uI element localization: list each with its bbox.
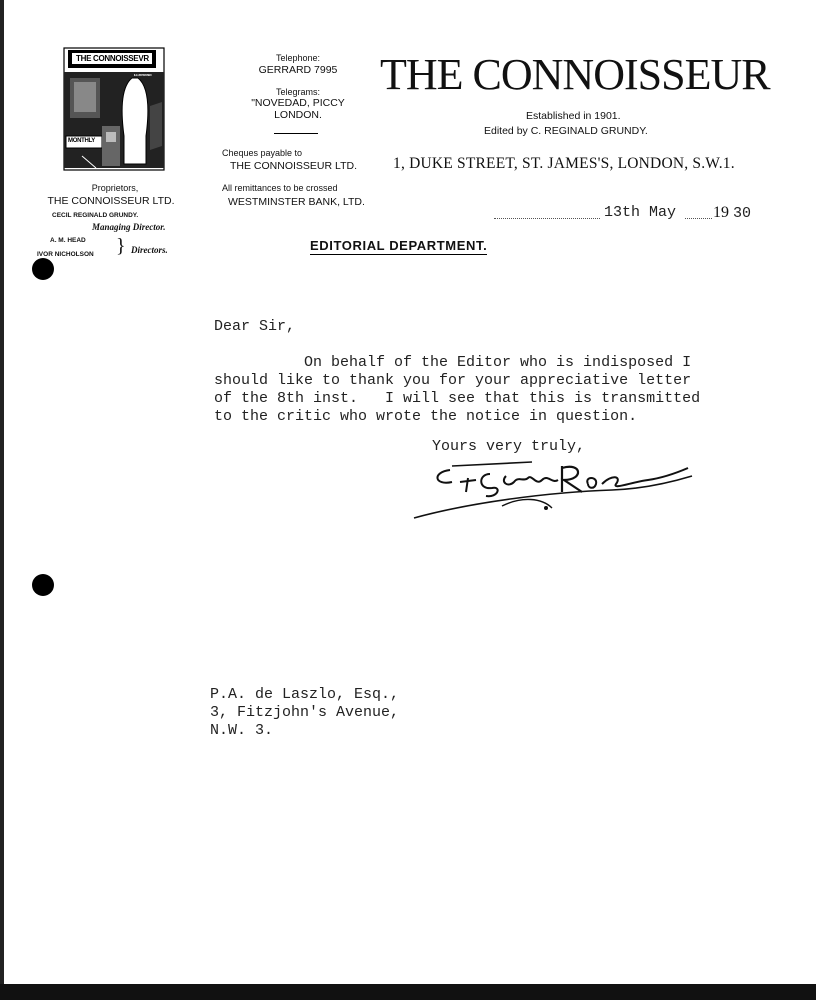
office-address: 1, DUKE STREET, ST. JAMES'S, LONDON, S.W.1.: [393, 155, 735, 172]
magazine-logo: [62, 46, 166, 172]
recipient-address: [210, 686, 399, 740]
telephone-number: GERRARD 7995: [258, 64, 338, 76]
remittance-bank: WESTMINSTER BANK, LTD.: [228, 196, 365, 208]
body-line-2: should like to thank you for your appreciative letter: [214, 372, 692, 389]
contact-divider: [274, 133, 318, 134]
telephone-label: Telephone:: [275, 53, 321, 63]
body-line-1: On behalf of the Editor who is indisposed I: [214, 354, 692, 371]
body-line-4: to the critic who wrote the notice in question.: [214, 408, 638, 425]
bottom-scan-edge: [0, 984, 816, 1000]
edited-by-line: Edited by C. REGINALD GRUNDY.: [484, 125, 648, 137]
date-day: 13th May: [604, 204, 677, 221]
punch-hole-bottom: [32, 574, 54, 596]
editorial-department-heading: EDITORIAL DEPARTMENT.: [310, 238, 488, 253]
director-2: IVOR NICHOLSON: [37, 251, 94, 258]
body-line-3: of the 8th inst. I will see that this is transmitted: [214, 390, 701, 407]
directors-label: Directors.: [131, 245, 168, 255]
date-year-suffix: 30: [733, 205, 752, 222]
established-line: Established in 1901.: [526, 110, 621, 122]
handwritten-signature: [412, 452, 712, 522]
date-leader: [494, 218, 600, 219]
recipient-line-1: P.A. de Laszlo, Esq.,: [210, 686, 400, 703]
recipient-line-2: 3, Fitzjohn's Avenue,: [210, 704, 400, 721]
proprietors-company: THE CONNOISSEUR LTD.: [47, 195, 175, 207]
date-year-prefix: 19: [713, 204, 729, 221]
date-leader-2: [685, 218, 712, 219]
logo-illustration: [62, 46, 166, 172]
closing: Yours very truly,: [432, 438, 586, 455]
telegrams-line-1: "NOVEDAD, PICCY: [251, 97, 345, 109]
logo-title: THE CONNOISSEVR: [76, 54, 149, 63]
proprietors-label: Proprietors,: [91, 183, 139, 193]
salutation: Dear Sir,: [214, 318, 296, 335]
left-scan-edge: [0, 0, 4, 1000]
telegrams-line-2: LONDON.: [274, 109, 322, 121]
cheques-label: Cheques payable to: [222, 148, 303, 158]
recipient-line-3: N.W. 3.: [210, 722, 274, 739]
directors-brace: }: [116, 235, 126, 257]
logo-tab: MONTHLY: [68, 138, 96, 144]
director-1: A. M. HEAD: [50, 237, 86, 244]
managing-director-name: CECIL REGINALD GRUNDY.: [52, 212, 139, 219]
masthead-title: THE CONNOISSEUR: [380, 50, 770, 99]
cheques-payee: THE CONNOISSEUR LTD.: [230, 160, 357, 172]
logo-subtitle: A MAGAZINE FOR COLLECTORS: [68, 67, 124, 72]
telegrams-label: Telegrams:: [275, 87, 320, 97]
managing-director-title: Managing Director.: [92, 222, 166, 232]
punch-hole-top: [32, 258, 54, 280]
logo-note: ILLUSTRATED: [134, 73, 152, 77]
remittance-label: All remittances to be crossed: [222, 183, 338, 193]
letter-body: [214, 354, 700, 426]
